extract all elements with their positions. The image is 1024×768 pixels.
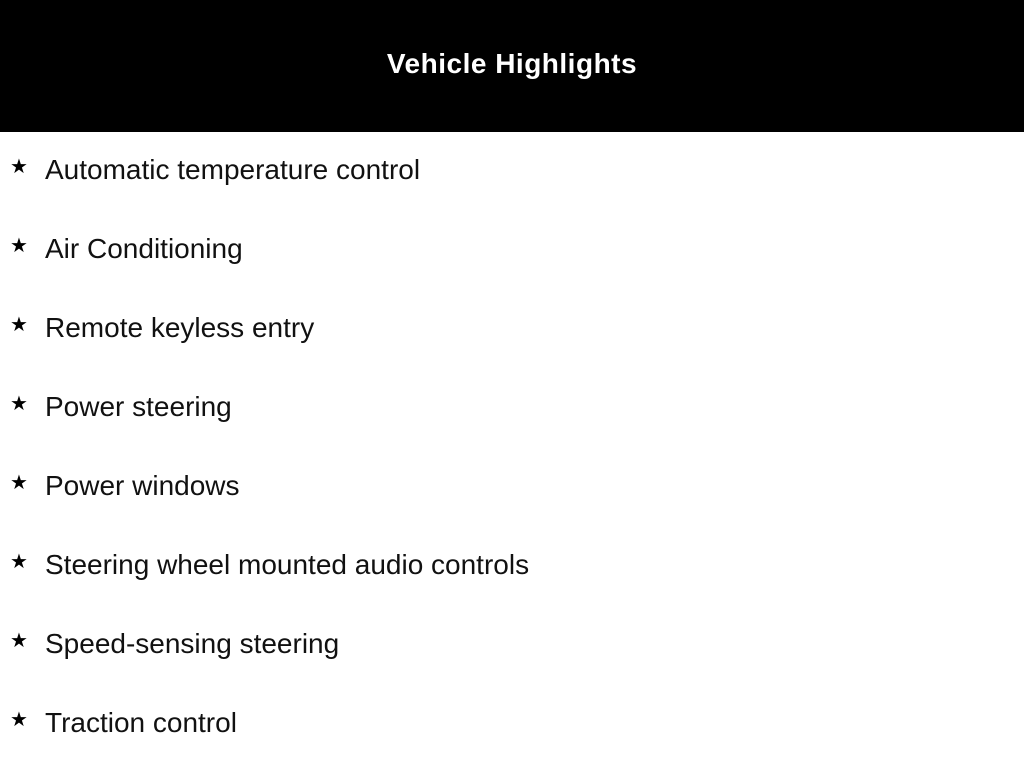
star-icon: ★ xyxy=(10,628,28,652)
star-icon: ★ xyxy=(10,312,28,336)
list-item xyxy=(0,369,1024,448)
list-item xyxy=(0,290,1024,369)
feature-label: Steering wheel mounted audio controls xyxy=(45,549,530,580)
page-title: Vehicle Highlights xyxy=(386,48,638,79)
header-banner xyxy=(0,0,1024,132)
feature-label: Air Conditioning xyxy=(45,233,243,264)
feature-label: Remote keyless entry xyxy=(45,312,315,343)
star-icon: ★ xyxy=(10,549,28,573)
star-icon: ★ xyxy=(10,233,28,257)
star-icon: ★ xyxy=(10,391,28,415)
list-item xyxy=(0,527,1024,606)
list-item xyxy=(0,685,1024,764)
list-item xyxy=(0,211,1024,290)
feature-label: Power steering xyxy=(45,391,232,422)
list-item xyxy=(0,448,1024,527)
feature-list xyxy=(0,132,1024,764)
list-item xyxy=(0,606,1024,685)
feature-label: Traction control xyxy=(45,707,237,738)
star-icon: ★ xyxy=(10,154,28,178)
star-icon: ★ xyxy=(10,470,28,494)
feature-label: Speed-sensing steering xyxy=(45,628,340,659)
feature-label: Automatic temperature control xyxy=(45,154,421,185)
feature-label: Power windows xyxy=(45,470,240,501)
star-icon: ★ xyxy=(10,707,28,731)
list-item xyxy=(0,132,1024,211)
